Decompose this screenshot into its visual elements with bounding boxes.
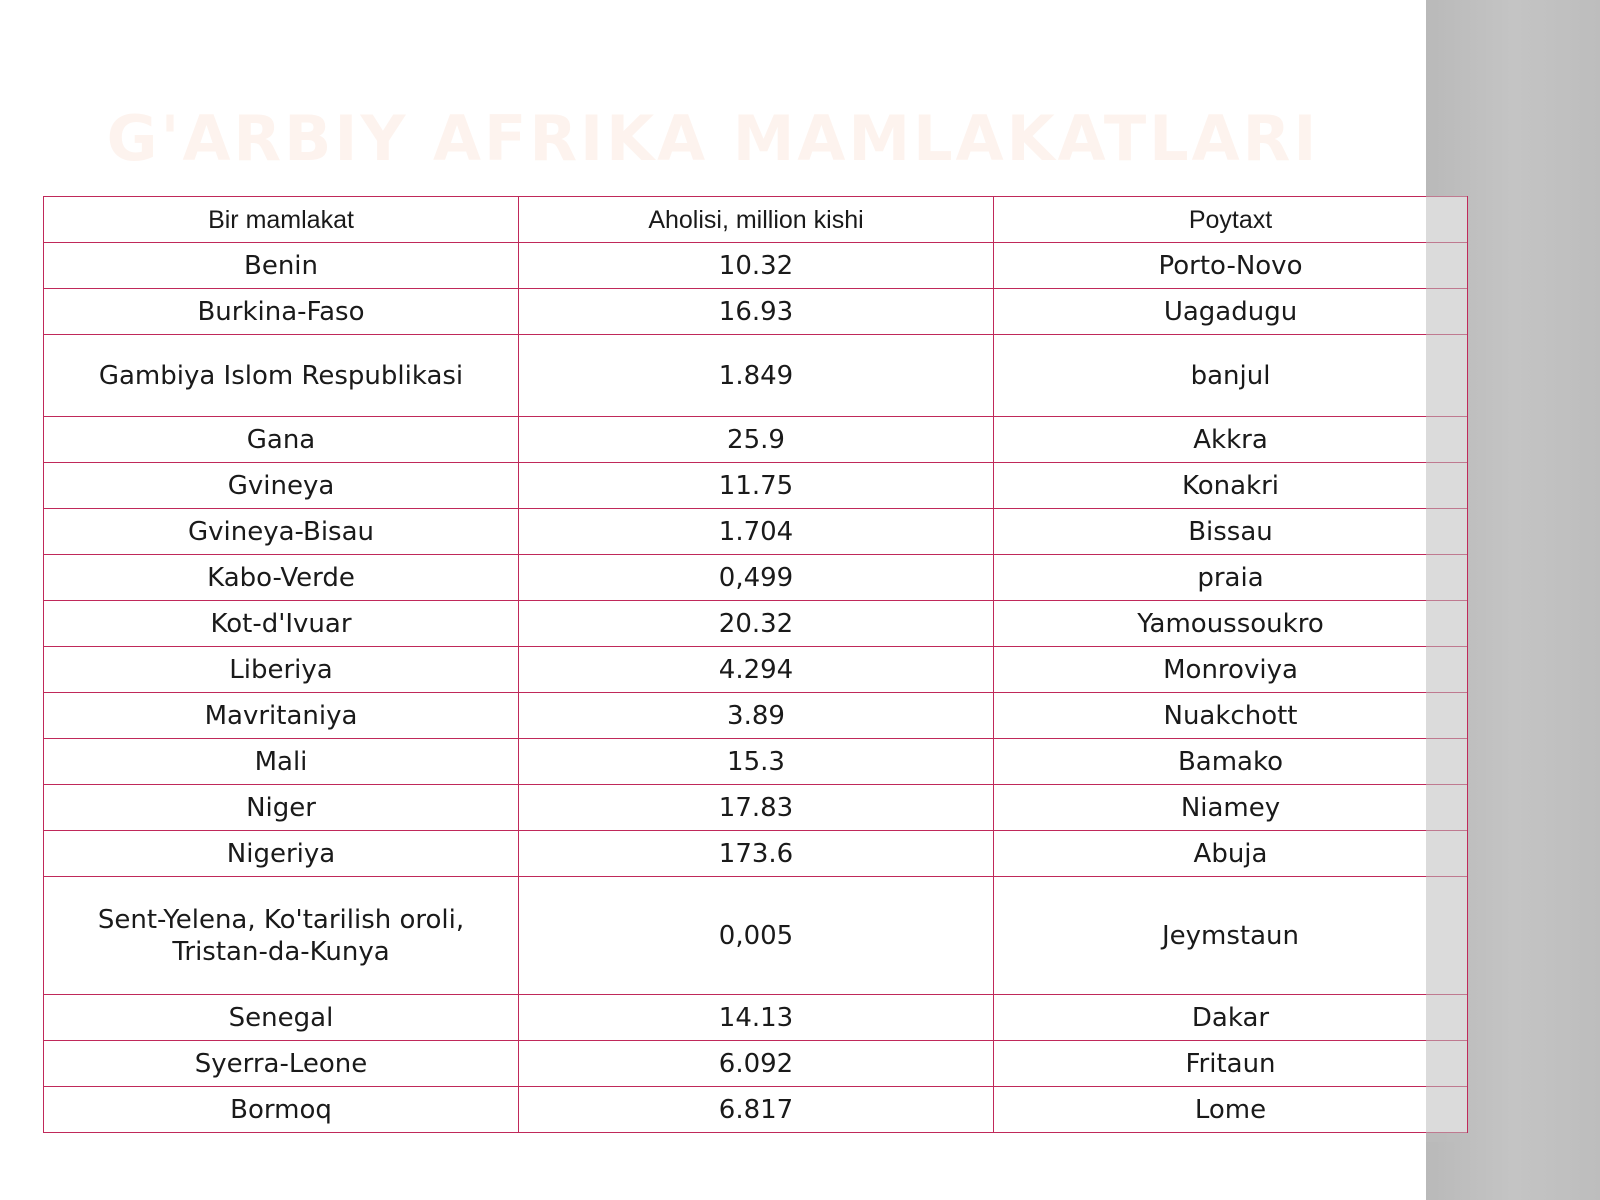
- cell-country: Gambiya Islom Respublikasi: [44, 335, 519, 417]
- cell-capital: Monroviya: [994, 647, 1468, 693]
- cell-capital: Bamako: [994, 739, 1468, 785]
- cell-population: 6.817: [519, 1087, 994, 1133]
- table-row: [44, 693, 1468, 739]
- cell-population: 25.9: [519, 417, 994, 463]
- table-row: [44, 877, 1468, 995]
- cell-population: 17.83: [519, 785, 994, 831]
- table-row: [44, 1087, 1468, 1133]
- cell-country: Kot-d'Ivuar: [44, 601, 519, 647]
- countries-table: [43, 196, 1468, 1133]
- header-population: Aholisi, million kishi: [519, 197, 994, 243]
- cell-country: Niger: [44, 785, 519, 831]
- table-row: [44, 335, 1468, 417]
- cell-population: 0,005: [519, 877, 994, 995]
- cell-population: 4.294: [519, 647, 994, 693]
- cell-capital: Bissau: [994, 509, 1468, 555]
- cell-country: Benin: [44, 243, 519, 289]
- cell-capital: Porto-Novo: [994, 243, 1468, 289]
- cell-country: Bormoq: [44, 1087, 519, 1133]
- cell-capital: banjul: [994, 335, 1468, 417]
- cell-country: Sent-Yelena, Ko'tarilish oroli, Tristan-da-Kunya: [44, 877, 519, 995]
- header-country: Bir mamlakat: [44, 197, 519, 243]
- cell-capital: Nuakchott: [994, 693, 1468, 739]
- cell-population: 173.6: [519, 831, 994, 877]
- table-row: [44, 831, 1468, 877]
- table-row: [44, 417, 1468, 463]
- countries-table-container: [43, 196, 1467, 1133]
- cell-population: 20.32: [519, 601, 994, 647]
- cell-population: 10.32: [519, 243, 994, 289]
- cell-population: 1.849: [519, 335, 994, 417]
- table-row: [44, 785, 1468, 831]
- cell-population: 11.75: [519, 463, 994, 509]
- cell-country: Gvineya: [44, 463, 519, 509]
- cell-capital: Lome: [994, 1087, 1468, 1133]
- table-row: [44, 509, 1468, 555]
- slide-title: G'ARBIY AFRIKA MAMLAKATLARI: [106, 102, 1320, 175]
- cell-capital: Jeymstaun: [994, 877, 1468, 995]
- table-row: [44, 1041, 1468, 1087]
- table-header-row: [44, 197, 1468, 243]
- table-row: [44, 601, 1468, 647]
- table-row: [44, 289, 1468, 335]
- cell-population: 15.3: [519, 739, 994, 785]
- table-row: [44, 555, 1468, 601]
- cell-country: Kabo-Verde: [44, 555, 519, 601]
- cell-capital: Konakri: [994, 463, 1468, 509]
- cell-capital: Uagadugu: [994, 289, 1468, 335]
- cell-capital: Niamey: [994, 785, 1468, 831]
- cell-capital: Dakar: [994, 995, 1468, 1041]
- cell-country: Mali: [44, 739, 519, 785]
- cell-population: 6.092: [519, 1041, 994, 1087]
- cell-country: Liberiya: [44, 647, 519, 693]
- table-row: [44, 463, 1468, 509]
- cell-population: 3.89: [519, 693, 994, 739]
- cell-population: 0,499: [519, 555, 994, 601]
- cell-capital: Akkra: [994, 417, 1468, 463]
- table-row: [44, 739, 1468, 785]
- header-capital: Poytaxt: [994, 197, 1468, 243]
- cell-country: Mavritaniya: [44, 693, 519, 739]
- cell-population: 16.93: [519, 289, 994, 335]
- table-row: [44, 647, 1468, 693]
- cell-country: Gana: [44, 417, 519, 463]
- cell-capital: praia: [994, 555, 1468, 601]
- cell-country: Gvineya-Bisau: [44, 509, 519, 555]
- table-row: [44, 243, 1468, 289]
- cell-population: 1.704: [519, 509, 994, 555]
- cell-capital: Yamoussoukro: [994, 601, 1468, 647]
- cell-country: Nigeriya: [44, 831, 519, 877]
- cell-country: Burkina-Faso: [44, 289, 519, 335]
- cell-population: 14.13: [519, 995, 994, 1041]
- cell-country: Syerra-Leone: [44, 1041, 519, 1087]
- cell-capital: Abuja: [994, 831, 1468, 877]
- table-row: [44, 995, 1468, 1041]
- cell-country: Senegal: [44, 995, 519, 1041]
- cell-capital: Fritaun: [994, 1041, 1468, 1087]
